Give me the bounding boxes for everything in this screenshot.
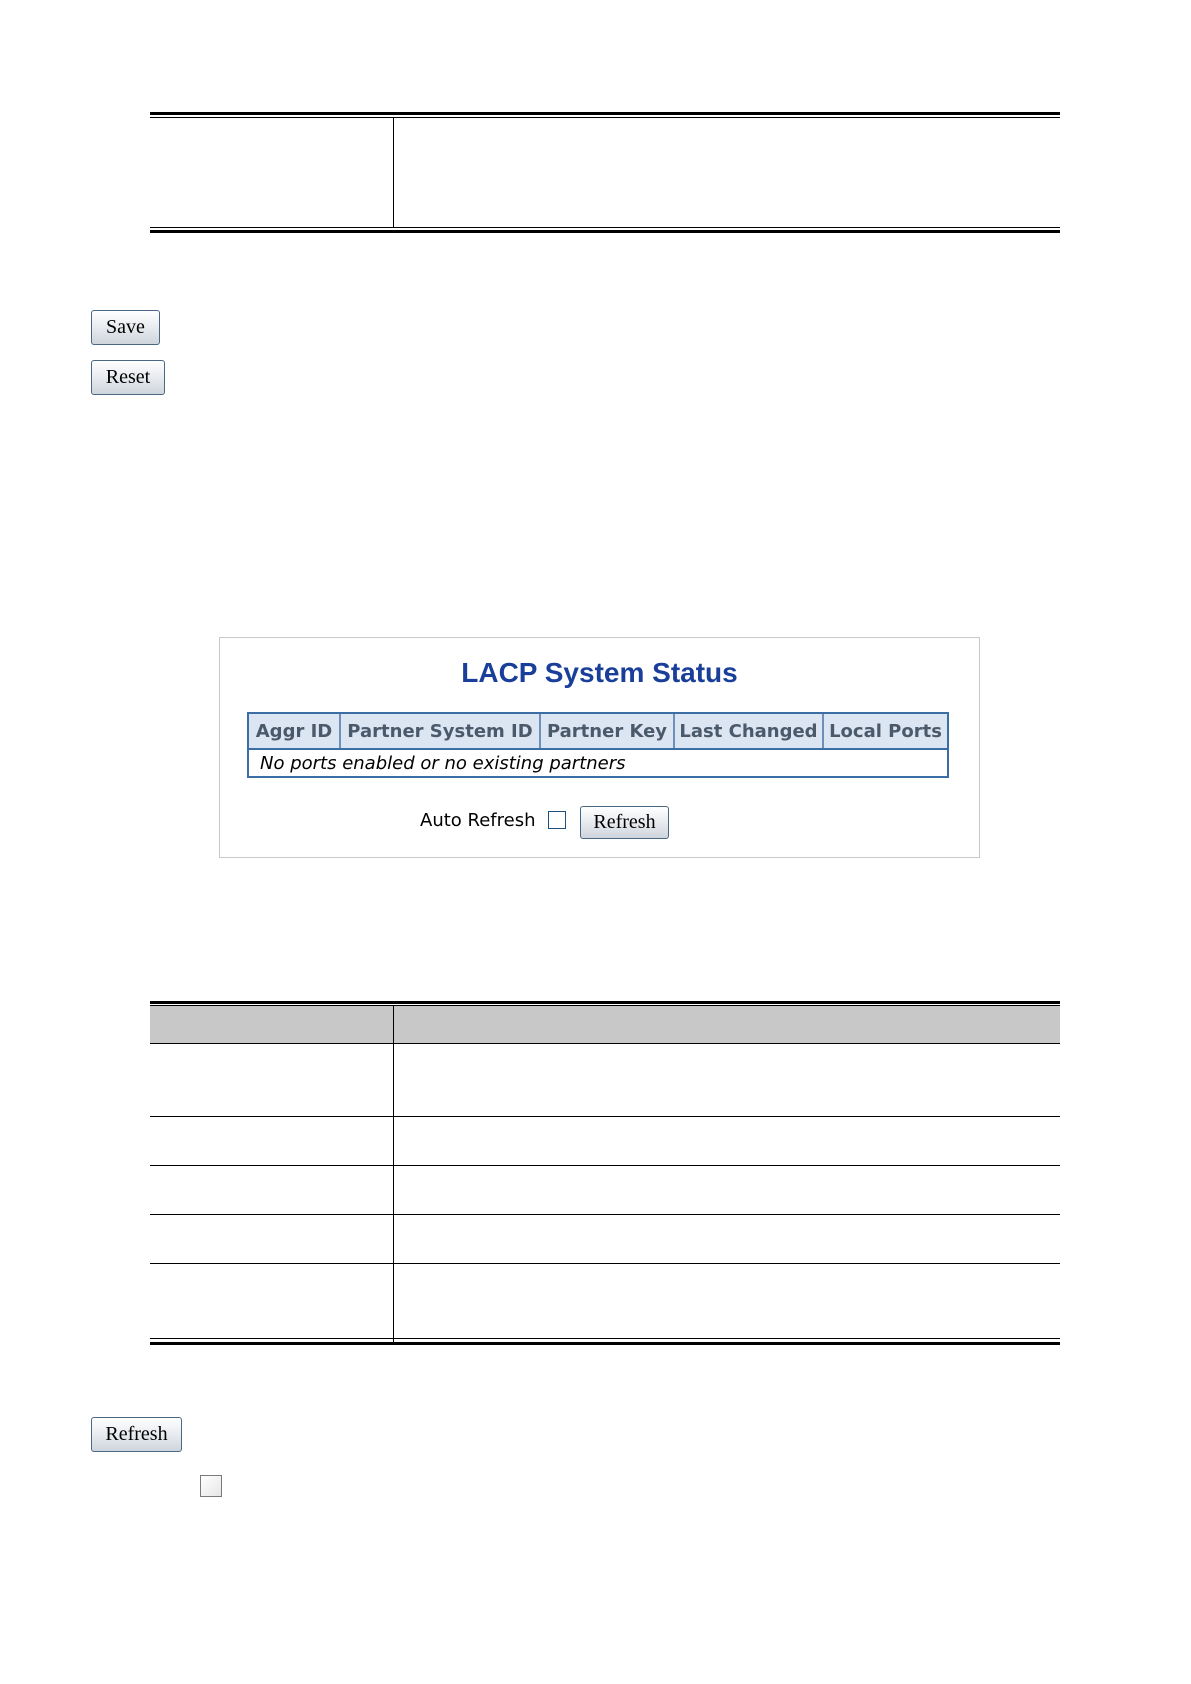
row-divider [150,1263,1060,1264]
row-divider [150,1214,1060,1215]
column-header-aggr-id: Aggr ID [249,714,341,748]
reset-button[interactable]: Reset [91,360,165,395]
row-divider [150,1043,1060,1044]
row-divider [150,1116,1060,1117]
table-row: No ports enabled or no existing partners [260,752,626,774]
table-bottom-border-inner [150,1338,1060,1339]
column-divider [393,118,394,227]
table-top-border [150,1001,1060,1004]
refresh-button[interactable]: Refresh [91,1417,182,1452]
column-divider [393,1006,394,1343]
row-divider [150,1165,1060,1166]
table-header-row [150,1006,1060,1043]
table-bottom-border [150,1342,1060,1345]
auto-refresh-checkbox[interactable] [548,811,566,829]
bottom-description-table [150,1001,1060,1349]
lacp-system-status-panel [219,637,980,858]
top-description-table [150,112,1060,233]
column-header-partner-system-id: Partner System ID [341,714,541,748]
column-header-last-changed: Last Changed [675,714,824,748]
panel-refresh-button[interactable]: Refresh [580,806,669,839]
table-header-row [249,714,947,750]
table-bottom-border [150,227,1060,233]
save-button[interactable]: Save [91,310,160,345]
column-header-partner-key: Partner Key [541,714,675,748]
column-header-local-ports: Local Ports [829,720,942,742]
panel-title: LACP System Status [461,657,738,688]
auto-refresh-checkbox-icon [200,1475,222,1497]
lacp-status-table [247,712,949,778]
table-top-border [150,112,1060,118]
auto-refresh-label: Auto Refresh [420,810,536,831]
